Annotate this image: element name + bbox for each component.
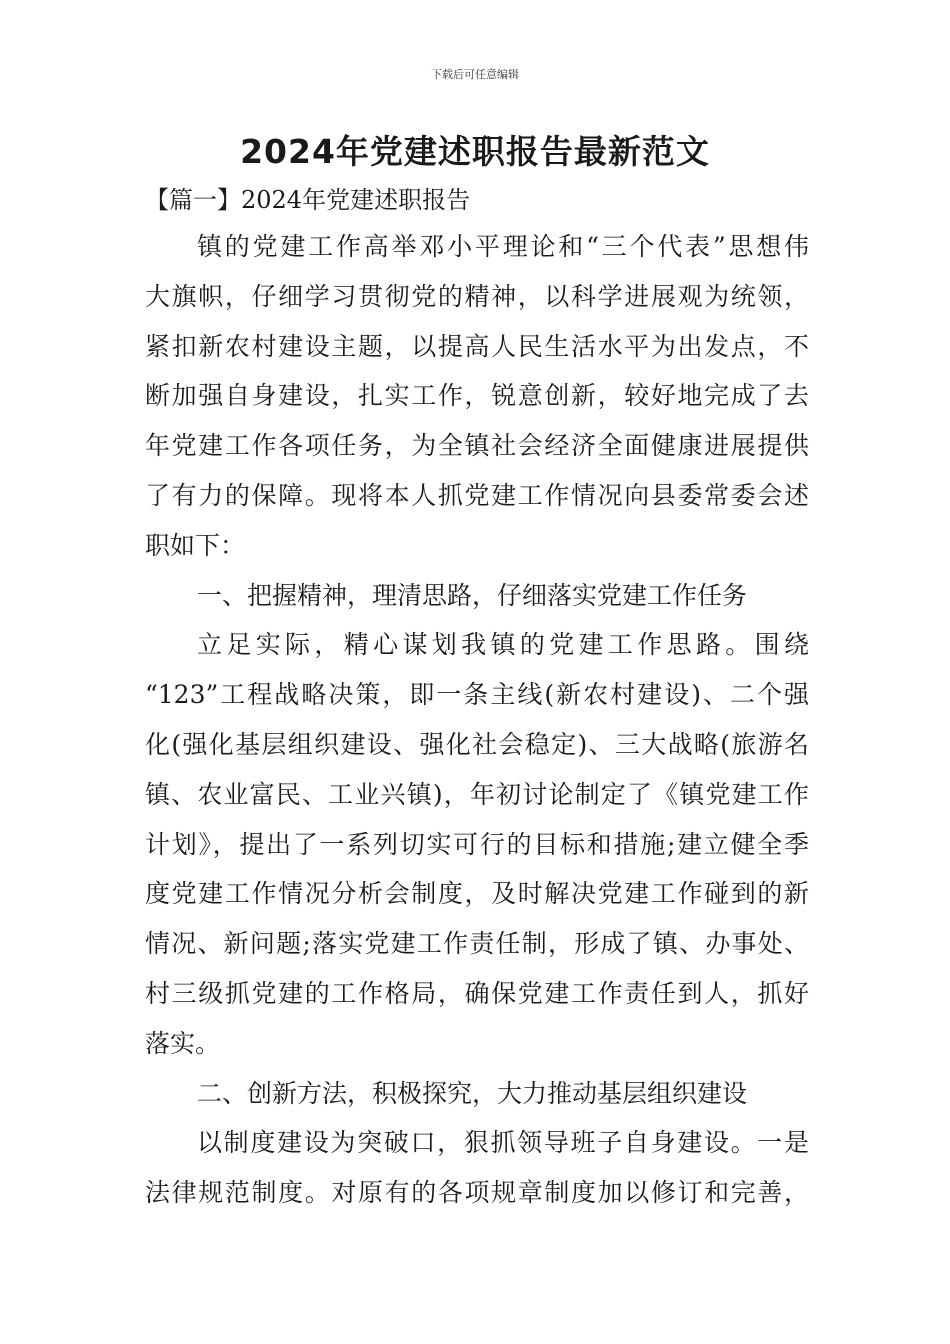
page-header-note: 下载后可任意编辑 (431, 68, 519, 81)
document-body (145, 178, 809, 1218)
body-line: 以制度建设为突破口，狠抓领导班子自身建设。一是 (197, 1128, 809, 1158)
body-line: 立足实际，精心谋划我镇的党建工作思路。围绕 (197, 630, 809, 660)
body-line: 计划》，提出了一系列切实可行的目标和措施;建立健全季 (145, 829, 809, 859)
body-line: 化(强化基层组织建设、强化社会稳定)、三大战略(旅游名 (145, 729, 809, 759)
body-line: 法律规范制度。对原有的各项规章制度加以修订和完善， (145, 1178, 809, 1208)
body-text (145, 222, 809, 1218)
body-line: 紧扣新农村建设主题，以提高人民生活水平为出发点，不 (145, 331, 809, 361)
body-line: 大旗帜，仔细学习贯彻党的精神，以科学进展观为统领， (145, 281, 809, 311)
body-line: 一、把握精神，理清思路，仔细落实党建工作任务 (197, 580, 748, 610)
body-line: 职如下： (145, 530, 246, 560)
body-line: “123”工程战略决策，即一条主线(新农村建设)、二个强 (145, 680, 809, 710)
body-line: 度党建工作情况分析会制度，及时解决党建工作碰到的新 (145, 879, 809, 909)
body-line: 年党建工作各项任务，为全镇社会经济全面健康进展提供 (145, 431, 809, 461)
body-line: 二、创新方法，积极探究，大力推动基层组织建设 (197, 1078, 748, 1108)
body-line: 镇、农业富民、工业兴镇)，年初讨论制定了《镇党建工作 (145, 779, 809, 809)
body-line: 了有力的保障。现将本人抓党建工作情况向县委常委会述 (145, 480, 809, 510)
body-line: 断加强自身建设，扎实工作，锐意创新，较好地完成了去 (145, 381, 809, 411)
section-subheading: 【篇一】2024年党建述职报告 (145, 186, 471, 214)
body-line: 镇的党建工作高举邓小平理论和“三个代表”思想伟 (197, 232, 809, 261)
body-line: 落实。 (145, 1028, 221, 1058)
document-title: 2024年党建述职报告最新范文 (240, 132, 710, 171)
body-line: 村三级抓党建的工作格局，确保党建工作责任到人，抓好 (145, 978, 809, 1008)
body-line: 情况、新问题;落实党建工作责任制，形成了镇、办事处、 (145, 929, 809, 959)
